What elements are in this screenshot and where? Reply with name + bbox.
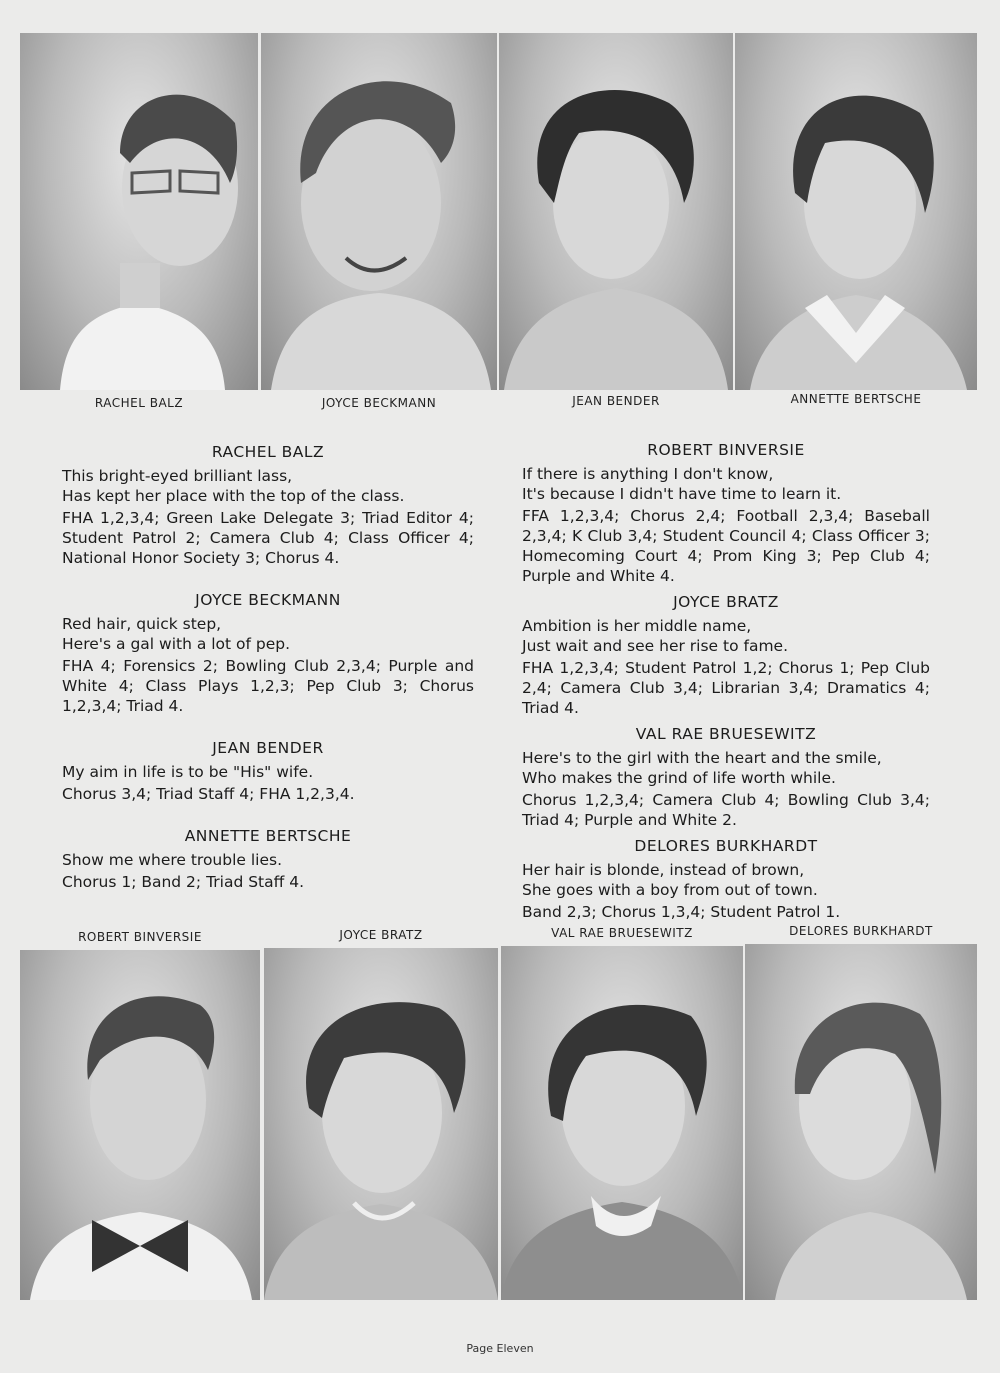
caption-jean-bender: JEAN BENDER: [572, 394, 660, 408]
portrait-silhouette: [501, 946, 743, 1300]
portrait-joyce-beckmann: [261, 33, 497, 390]
bio-verse: Here's to the girl with the heart and the smile, Who makes the grind of life worth while.: [522, 749, 882, 787]
bio-name: JEAN BENDER: [212, 739, 324, 757]
caption-joyce-bratz: JOYCE BRATZ: [339, 928, 423, 942]
portrait-silhouette: [20, 950, 260, 1300]
bio-name: VAL RAE BRUESEWITZ: [635, 725, 817, 743]
portrait-silhouette: [735, 33, 977, 390]
bio-name: RACHEL BALZ: [211, 443, 325, 461]
bio-name: ROBERT BINVERSIE: [647, 441, 805, 459]
caption-rachel-balz: RACHEL BALZ: [94, 396, 184, 410]
bio-activities: Chorus 1; Band 2; Triad Staff 4.: [62, 873, 305, 891]
caption-val-rae-bruesewitz: VAL RAE BRUESEWITZ: [551, 926, 693, 940]
portrait-rachel-balz: [20, 33, 258, 390]
portrait-silhouette: [499, 33, 733, 390]
portrait-silhouette: [261, 33, 497, 390]
portrait-jean-bender: [499, 33, 733, 390]
bio-robert-binversie: [522, 440, 930, 586]
portrait-val-rae-bruesewitz: [501, 946, 743, 1300]
bio-name: DELORES BURKHARDT: [634, 837, 818, 855]
bio-name: JOYCE BECKMANN: [195, 591, 341, 609]
bio-joyce-beckmann: [62, 590, 474, 716]
bio-verse: This bright-eyed brilliant lass, Has kept her place with the top of the class.: [62, 467, 405, 505]
bio-val-rae-bruesewitz: [522, 724, 930, 830]
bio-verse: My aim in life is to be "His" wife.: [62, 763, 314, 781]
bio-activities: Chorus 3,4; Triad Staff 4; FHA 1,2,3,4.: [62, 785, 355, 803]
portrait-silhouette: [264, 948, 498, 1300]
bio-annette-bertsche: [62, 826, 474, 892]
bio-rachel-balz: [62, 442, 474, 568]
bio-jean-bender: [62, 738, 474, 804]
portrait-silhouette: [20, 33, 258, 390]
bio-activities: FHA 4; Forensics 2; Bowling Club 2,3,4; Purple and White 4; Class Plays 1,2,3; Pep Club 3; Chorus 1,2,3,4; Triad 4.: [62, 657, 474, 715]
bio-name: JOYCE BRATZ: [673, 593, 779, 611]
portrait-joyce-bratz: [264, 948, 498, 1300]
bio-activities: FHA 1,2,3,4; Green Lake Delegate 3; Triad Editor 4; Student Patrol 2; Camera Club 4; Class Officer 4; National Honor Society 3; Chorus 4.: [62, 509, 474, 567]
caption-delores-burkhardt: DELORES BURKHARDT: [789, 924, 933, 938]
bio-verse: Her hair is blonde, instead of brown, She goes with a boy from out of town.: [522, 861, 818, 899]
bio-joyce-bratz: [522, 592, 930, 718]
caption-robert-binversie: ROBERT BINVERSIE: [78, 930, 202, 944]
bio-verse: Ambition is her middle name, Just wait and see her rise to fame.: [522, 617, 789, 655]
portrait-annette-bertsche: [735, 33, 977, 390]
portrait-delores-burkhardt: [745, 944, 977, 1300]
bio-verse: If there is anything I don't know, It's because I didn't have time to learn it.: [522, 465, 842, 503]
bio-activities: FFA 1,2,3,4; Chorus 2,4; Football 2,3,4; Baseball 2,3,4; K Club 3,4; Student Council 4; Class Officer 3; Homecoming Court 4; Prom King 3; Pep Club 4; Purple and White 4.: [522, 507, 930, 585]
portrait-robert-binversie: [20, 950, 260, 1300]
bio-column-left: [62, 442, 474, 906]
bio-column-right: [522, 440, 930, 936]
caption-annette-bertsche: ANNETTE BERTSCHE: [790, 392, 922, 406]
bio-delores-burkhardt: [522, 836, 930, 922]
bio-verse: Show me where trouble lies.: [62, 851, 283, 869]
bio-activities: Chorus 1,2,3,4; Camera Club 4; Bowling Club 3,4; Triad 4; Purple and White 2.: [522, 791, 930, 829]
bio-verse: Red hair, quick step, Here's a gal with a lot of pep.: [62, 615, 291, 653]
page-number: Page Eleven: [466, 1342, 534, 1355]
bio-activities: Band 2,3; Chorus 1,3,4; Student Patrol 1.: [522, 903, 841, 921]
bio-name: ANNETTE BERTSCHE: [184, 827, 352, 845]
portrait-silhouette: [745, 944, 977, 1300]
bio-activities: FHA 1,2,3,4; Student Patrol 1,2; Chorus 1; Pep Club 2,4; Camera Club 3,4; Librarian 3,4; Dramatics 4; Triad 4.: [522, 659, 930, 717]
caption-joyce-beckmann: JOYCE BECKMANN: [321, 396, 437, 410]
